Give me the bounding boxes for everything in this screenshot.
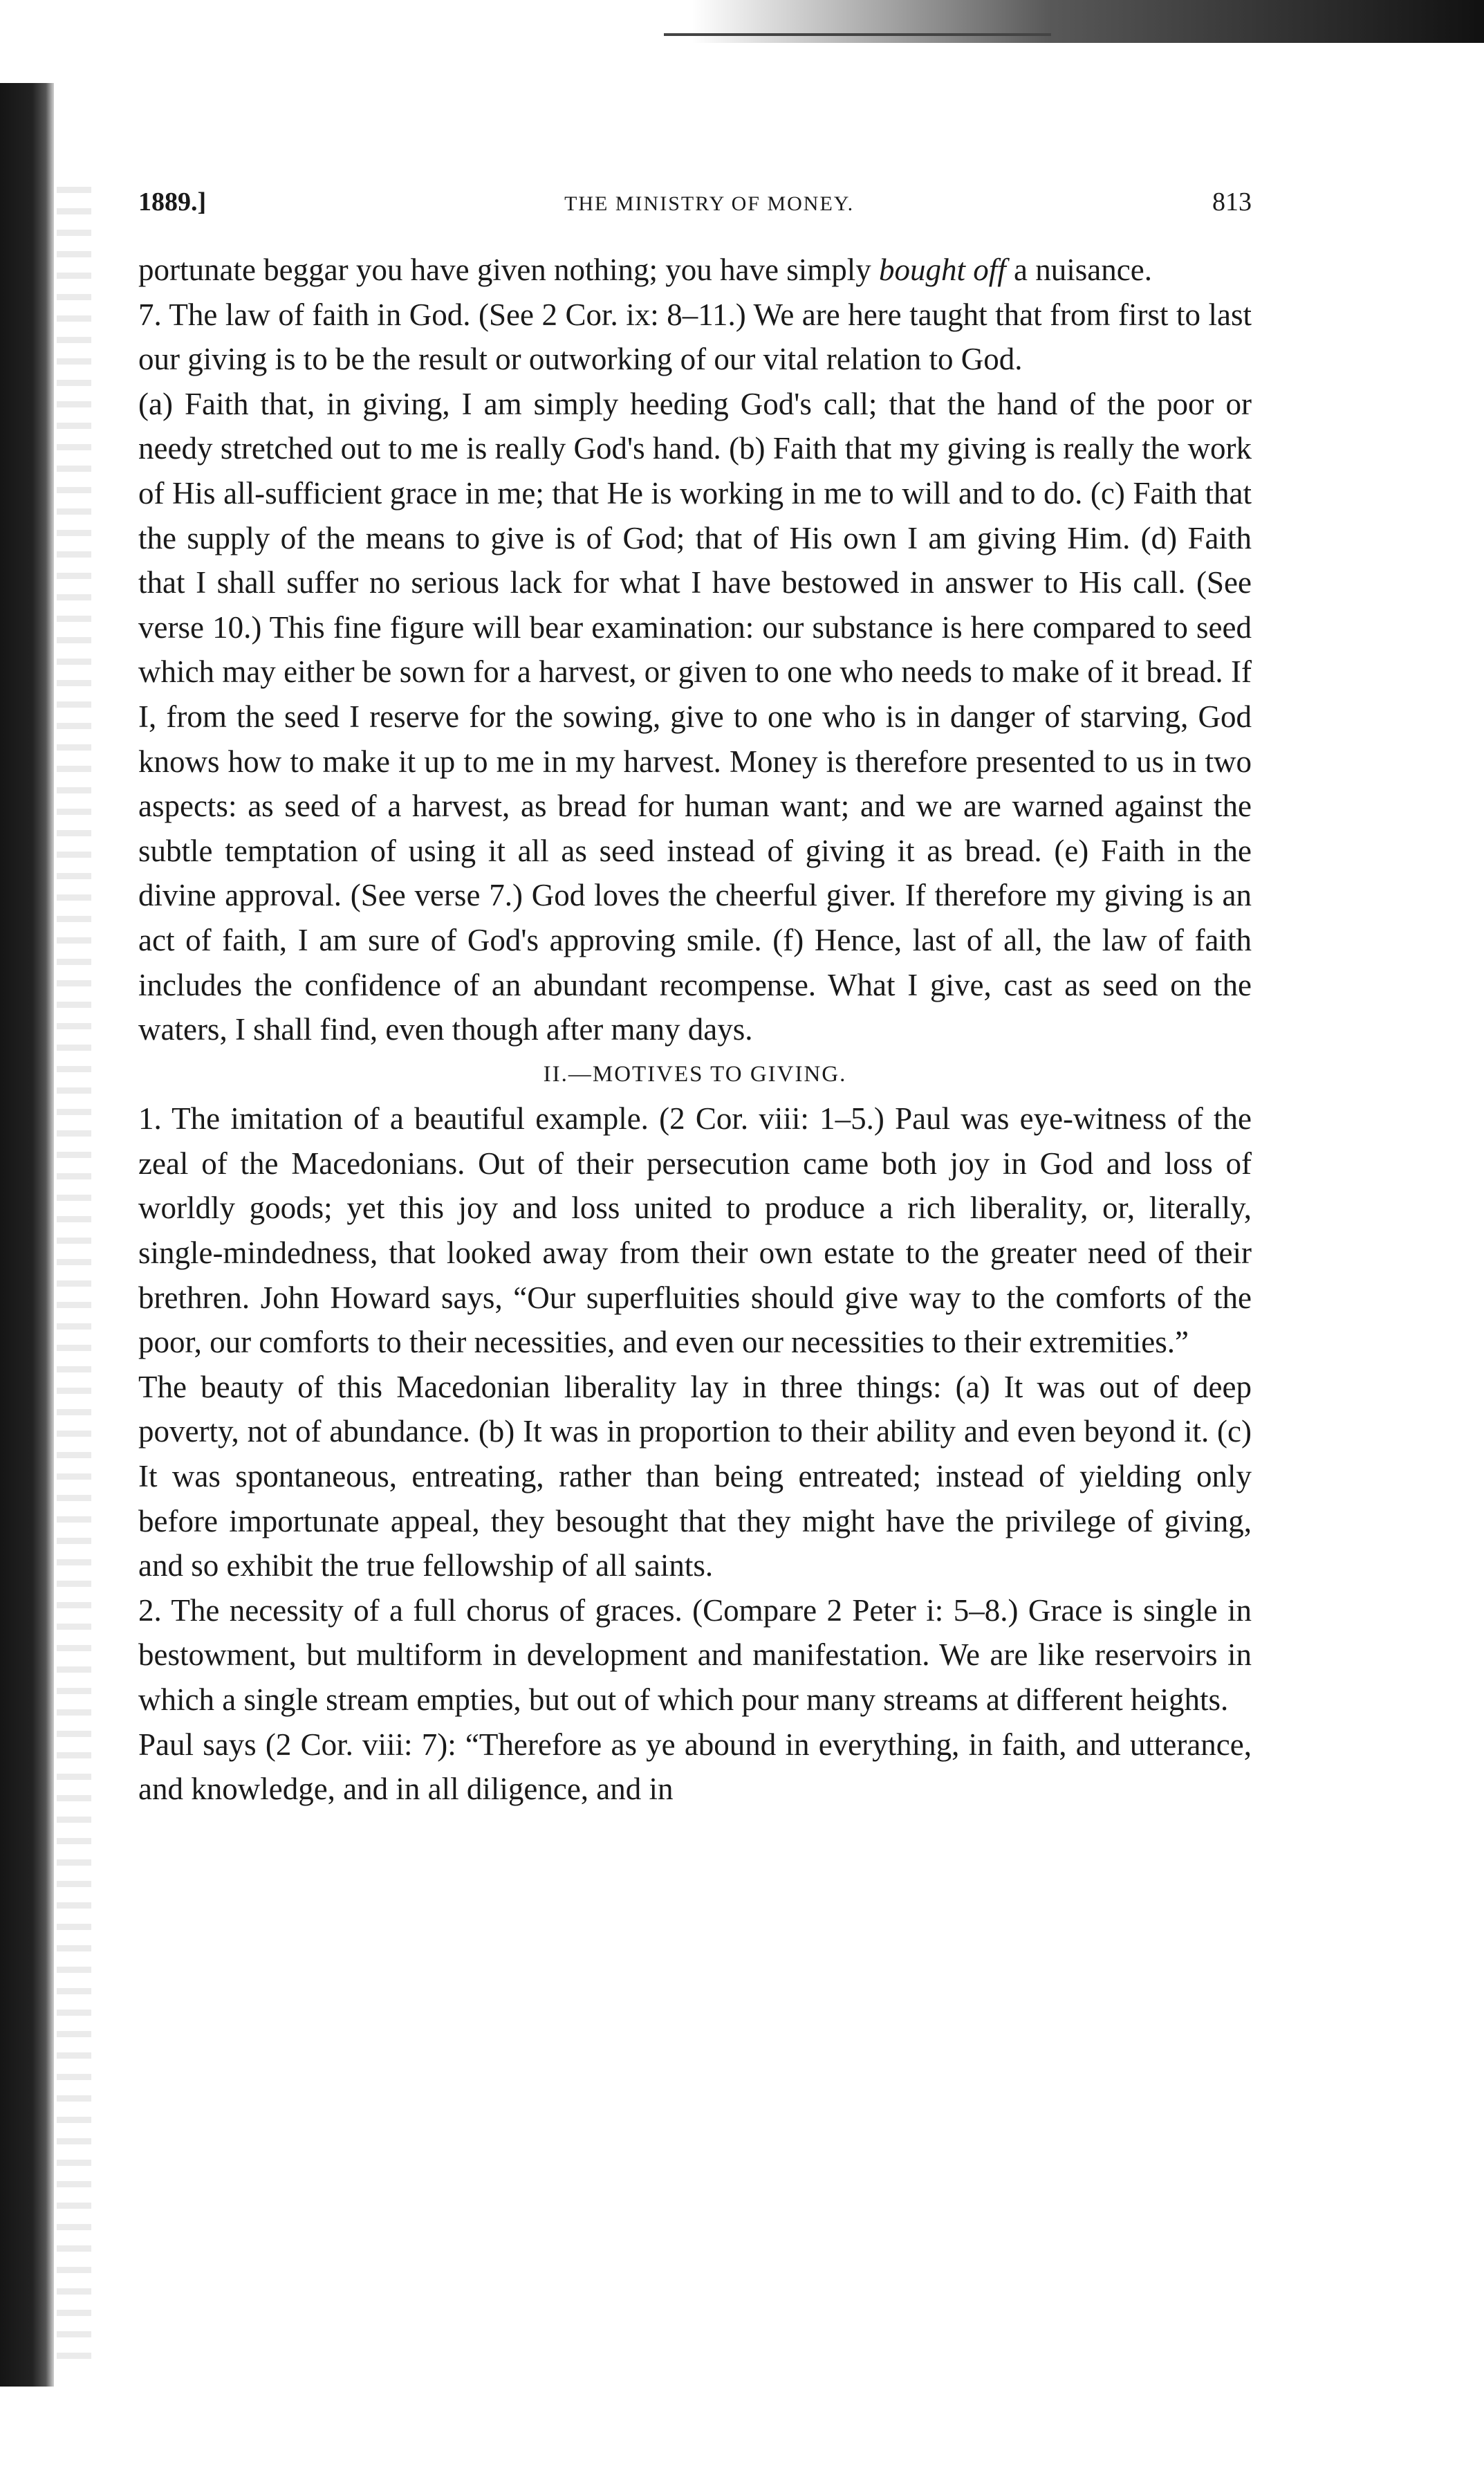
paragraph-law-of-faith: 7. The law of faith in God. (See 2 Cor. ix: 8–11.) We are here taught that from first to last our giving is to be the result or outworking of our vital relation to God. <box>138 297 1252 377</box>
paragraph-continuation-text: portunate beggar you have given nothing; you have simply <box>138 252 880 287</box>
page-number: 813 <box>1212 187 1252 217</box>
page-text <box>138 248 1252 1812</box>
book-page <box>138 187 1252 1812</box>
paragraph-imitation-example: 1. The imitation of a beautiful example. (2 Cor. viii: 1–5.) Paul was eye-witness of the zeal of the Macedonians. Out of their persecution came both joy in God and loss of worldly goods; yet this joy and loss united to produce a rich liberality, or, literally, single-mindedness, that looked away from their own estate to the greater need of their brethren. John Howard says, “Our superfluities should give way to the comforts of the poor, our comforts to their necessities, and even our necessities to their extremities.” <box>138 1101 1252 1360</box>
paragraph-continuation-end: a nuisance. <box>1005 252 1152 287</box>
scan-rule-top <box>664 33 1051 36</box>
running-head-year: 1889.] <box>138 187 207 217</box>
emphasis-bought-off: bought off <box>879 252 1006 287</box>
paragraph-paul-says: Paul says (2 Cor. viii: 7): “Therefore as ye abound in everything, in faith, and utterance, and knowledge, and in all diligence, and in <box>138 1727 1252 1807</box>
scan-binding-edge <box>0 83 54 2387</box>
running-head-title: THE MINISTRY OF MONEY. <box>564 192 855 215</box>
running-head <box>138 187 1252 217</box>
scan-edge-top <box>692 0 1484 43</box>
section-heading: II.—MOTIVES TO GIVING. <box>543 1061 847 1087</box>
paragraph-chorus-of-graces: 2. The necessity of a full chorus of graces. (Compare 2 Peter i: 5–8.) Grace is single in bestowment, but multiform in development and manifestation. We are like reservoirs in which a single stream empties, but out of which pour many streams at different heights. <box>138 1592 1252 1717</box>
paragraph-faith-points: (a) Faith that, in giving, I am simply heeding God's call; that the hand of the poor or needy stretched out to me is really God's hand. (b) Faith that my giving is really the work of His all-sufficient grace in me; that He is working in me to will and to do. (c) Faith that the supply of the means to give is of God; that of His own I am giving Him. (d) Faith that I shall suffer no serious lack for what I have bestowed in answer to His call. (See verse 10.) This fine figure will bear examination: our substance is here compared to seed which may either be sown for a harvest, or given to one who needs to make of it bread. If I, from the seed I reserve for the sowing, give to one who is in danger of starving, God knows how to make it up to me in my harvest. Money is therefore presented to us in two aspects: as seed of a harvest, as bread for human want; and we are warned against the subtle temptation of using it all as seed instead of giving it as bread. (e) Faith in the divine approval. (See verse 7.) God loves the cheerful giver. If therefore my giving is an act of faith, I am sure of God's approving smile. (f) Hence, last of all, the law of faith includes the confidence of an abundant recompense. What I give, cast as seed on the waters, I shall find, even though after many days. <box>138 386 1252 1047</box>
paragraph-macedonian-liberality: The beauty of this Macedonian liberality lay in three things: (a) It was out of deep poverty, not of abundance. (b) It was in proportion to their ability and even beyond it. (c) It was spontaneous, entreating, rather than being entreated; instead of yielding only before importunate appeal, they besought that they might have the privilege of giving, and so exhibit the true fellowship of all saints. <box>138 1369 1252 1583</box>
paragraph-continuation <box>138 248 1252 293</box>
